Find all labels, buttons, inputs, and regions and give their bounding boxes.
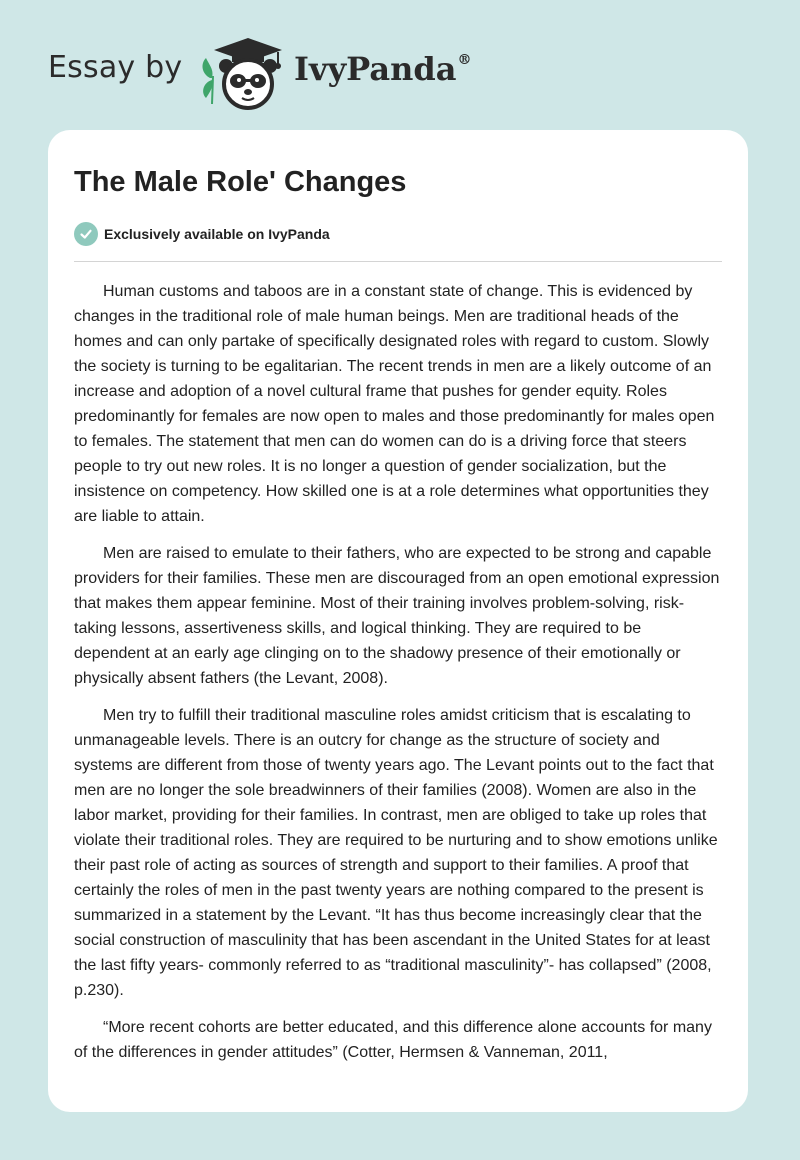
essay-paragraph-3: Men try to fulfill their traditional masculine roles amidst criticism that is escalating to unmanageable levels. There is an outcry for change as the structure of society and systems are different from those of twenty years ago. The Levant points out to the fact that men are no longer the sole breadwinners of their families (2008). Women are also in the labor market, providing for their families. In contrast, men are obliged to take up roles that violate their traditional roles. They are required to be nurturing and to show emotions unlike their past role of acting as sources of strength and support to their families. A proof that certainly the roles of men in the past twenty years are nothing compared to the present is summarized in a statement by the Levant. “It has thus become increasingly clear that the social construction of masculinity that has been ascendant in the United States for at least the last fifty years- commonly referred to as “traditional masculinity”- has collapsed” (2008, p.230). — [74, 707, 718, 999]
exclusive-badge — [74, 222, 330, 246]
essay-body — [74, 279, 720, 1077]
registered-mark: ® — [457, 52, 472, 68]
brand-text: IvyPanda — [294, 50, 457, 88]
essay-paragraph-1: Human customs and taboos are in a constant state of change. This is evidenced by changes in the traditional role of male human beings. Men are traditional heads of the homes and can only partake of specifically designated roles with regard to custom. Slowly the society is turning to be egalitarian. The recent trends in men are a likely outcome of an increase and adoption of a novel cultural frame that pushes for gender equity. Roles predominantly for females are now open to males and those predominantly for males open to females. The statement that men can do women can do is a driving force that steers people to try out new roles. It is no longer a question of gender socialization, but the insistence on competency. How skilled one is at a role determines what opportunities they are liable to attain. — [74, 283, 715, 525]
site-header — [0, 0, 800, 130]
essay-paragraph-4: “More recent cohorts are better educated, and this difference alone accounts for many of the differences in gender attitudes” (Cotter, Hermsen & Vanneman, 2011, — [74, 1019, 712, 1061]
essay-by-label: Essay by — [48, 50, 183, 85]
check-circle-icon — [74, 222, 98, 246]
brand-name[interactable] — [294, 50, 471, 88]
essay-title: The Male Role' Changes — [74, 166, 407, 198]
leaf-icon — [203, 58, 213, 104]
essay-card — [48, 130, 748, 1112]
title-divider — [74, 261, 722, 262]
essay-paragraph-2: Men are raised to emulate to their fathers, who are expected to be strong and capable providers for their families. These men are discouraged from an open emotional expression that makes them appear feminine. Most of their training involves problem-solving, risk-taking lessons, assertiveness skills, and logical thinking. They are required to be dependent at an early age clinging on to the shadowy presence of their emotionally or physically absent fathers (the Levant, 2008). — [74, 545, 720, 687]
exclusive-badge-text: Exclusively available on IvyPanda — [104, 226, 330, 242]
panda-logo-icon[interactable] — [198, 34, 290, 112]
